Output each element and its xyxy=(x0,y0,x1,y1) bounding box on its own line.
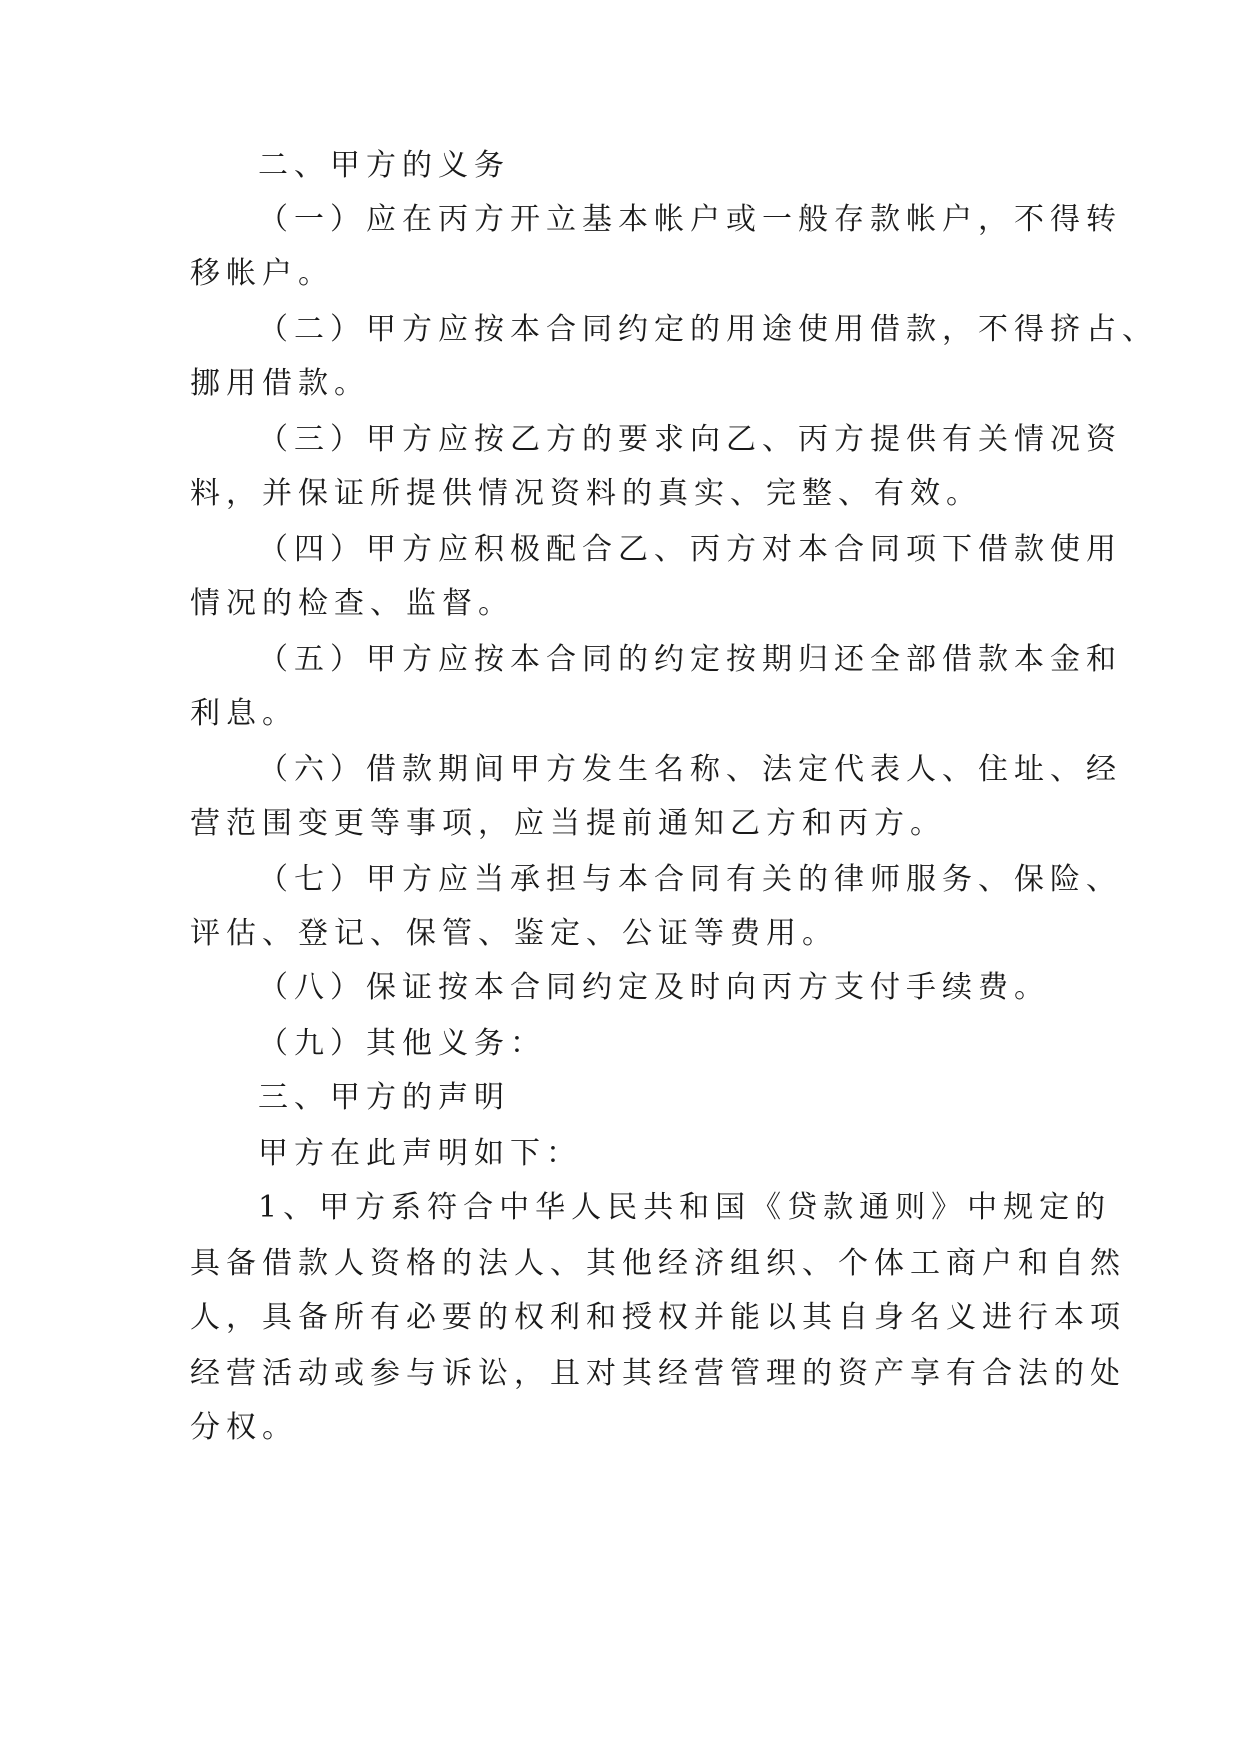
paragraph-line: 1、甲方系符合中华人民共和国《贷款通则》中规定的 xyxy=(258,1190,1112,1225)
paragraph-line: 具备借款人资格的法人、其他经济组织、个体工商户和自然 xyxy=(190,1246,1126,1281)
paragraph-line: 营范围变更等事项，应当提前通知乙方和丙方。 xyxy=(190,806,946,841)
paragraph-line: 料，并保证所提供情况资料的真实、完整、有效。 xyxy=(190,476,982,511)
paragraph-line: 评估、登记、保管、鉴定、公证等费用。 xyxy=(190,916,838,951)
paragraph-line: （五）甲方应按本合同的约定按期归还全部借款本金和 xyxy=(258,642,1122,677)
paragraph-line: 经营活动或参与诉讼，且对其经营管理的资产享有合法的处 xyxy=(190,1356,1126,1391)
paragraph-line: （九）其他义务： xyxy=(258,1026,546,1061)
paragraph-line: 挪用借款。 xyxy=(190,366,370,401)
paragraph-line: （三）甲方应按乙方的要求向乙、丙方提供有关情况资 xyxy=(258,422,1122,457)
paragraph-line: （一）应在丙方开立基本帐户或一般存款帐户，不得转 xyxy=(258,202,1122,237)
paragraph-line: （四）甲方应积极配合乙、丙方对本合同项下借款使用 xyxy=(258,532,1122,567)
paragraph-line: 移帐户。 xyxy=(190,256,334,291)
paragraph-line: 利息。 xyxy=(190,696,298,731)
paragraph-line: （六）借款期间甲方发生名称、法定代表人、住址、经 xyxy=(258,752,1122,787)
section-heading-declaration: 三、甲方的声明 xyxy=(258,1080,510,1115)
paragraph-line: （八）保证按本合同约定及时向丙方支付手续费。 xyxy=(258,970,1050,1005)
paragraph-line: 甲方在此声明如下： xyxy=(258,1136,582,1171)
paragraph-line: （二）甲方应按本合同约定的用途使用借款，不得挤占、 xyxy=(258,312,1158,347)
paragraph-line: （七）甲方应当承担与本合同有关的律师服务、保险、 xyxy=(258,862,1122,897)
paragraph-line: 人，具备所有必要的权利和授权并能以其自身名义进行本项 xyxy=(190,1300,1126,1335)
paragraph-line: 分权。 xyxy=(190,1410,298,1445)
section-heading-obligations: 二、甲方的义务 xyxy=(258,148,510,183)
paragraph-line: 情况的检查、监督。 xyxy=(190,586,514,621)
